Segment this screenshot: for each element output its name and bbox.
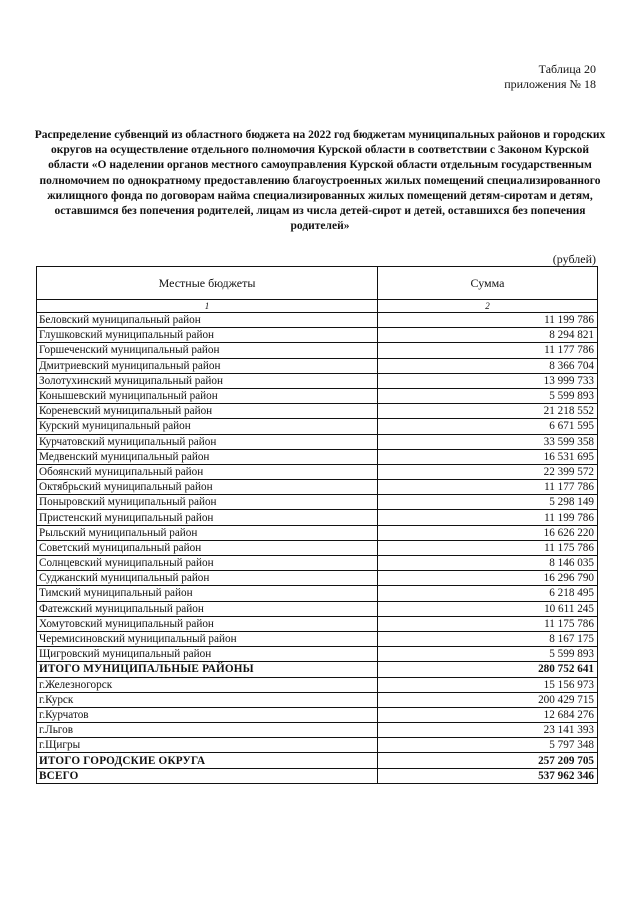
amount-cell: 5 797 348 bbox=[378, 738, 598, 753]
amount-cell: 11 199 786 bbox=[378, 313, 598, 328]
amount-cell: 10 611 245 bbox=[378, 601, 598, 616]
amount-cell: 33 599 358 bbox=[378, 434, 598, 449]
amount-cell: 16 531 695 bbox=[378, 449, 598, 464]
table-row bbox=[37, 510, 598, 525]
table-row bbox=[37, 738, 598, 753]
budget-name-cell: г.Льгов bbox=[37, 723, 378, 738]
column-index-row bbox=[37, 300, 598, 313]
table-row bbox=[37, 616, 598, 631]
budget-name-cell: ИТОГО ГОРОДСКИЕ ОКРУГА bbox=[37, 753, 378, 768]
table-row bbox=[37, 449, 598, 464]
amount-cell: 13 999 733 bbox=[378, 373, 598, 388]
amount-cell: 8 294 821 bbox=[378, 328, 598, 343]
table-row bbox=[37, 404, 598, 419]
amount-cell: 8 366 704 bbox=[378, 358, 598, 373]
table-row bbox=[37, 707, 598, 722]
budget-name-cell: г.Железногорск bbox=[37, 677, 378, 692]
budget-name-cell: Глушковский муниципальный район bbox=[37, 328, 378, 343]
table-row bbox=[37, 540, 598, 555]
table-total-row bbox=[37, 662, 598, 677]
amount-cell: 11 175 786 bbox=[378, 540, 598, 555]
table-row bbox=[37, 631, 598, 646]
amount-cell: 16 626 220 bbox=[378, 525, 598, 540]
amount-cell: 11 175 786 bbox=[378, 616, 598, 631]
table-row bbox=[37, 677, 598, 692]
table-total-row bbox=[37, 768, 598, 783]
amount-cell: 22 399 572 bbox=[378, 464, 598, 479]
column-header-amount: Сумма bbox=[378, 267, 598, 300]
table-label: Таблица 20 bbox=[538, 62, 596, 76]
budget-name-cell: г.Курчатов bbox=[37, 707, 378, 722]
table-total-row bbox=[37, 753, 598, 768]
table-row bbox=[37, 571, 598, 586]
budget-name-cell: Дмитриевский муниципальный район bbox=[37, 358, 378, 373]
budget-name-cell: г.Щигры bbox=[37, 738, 378, 753]
budget-name-cell: Горшеченский муниципальный район bbox=[37, 343, 378, 358]
table-row bbox=[37, 525, 598, 540]
budget-name-cell: ИТОГО МУНИЦИПАЛЬНЫЕ РАЙОНЫ bbox=[37, 662, 378, 677]
amount-cell: 5 599 893 bbox=[378, 647, 598, 662]
amount-cell: 537 962 346 bbox=[378, 768, 598, 783]
amount-cell: 15 156 973 bbox=[378, 677, 598, 692]
units-label: (рублей) bbox=[552, 252, 596, 266]
table-row bbox=[37, 434, 598, 449]
amount-cell: 12 684 276 bbox=[378, 707, 598, 722]
table-row bbox=[37, 388, 598, 403]
table-reference bbox=[396, 62, 596, 92]
budget-name-cell: Суджанский муниципальный район bbox=[37, 571, 378, 586]
table-row bbox=[37, 556, 598, 571]
column-index-1: 1 bbox=[37, 300, 378, 313]
table-row bbox=[37, 692, 598, 707]
budget-name-cell: г.Курск bbox=[37, 692, 378, 707]
budget-name-cell: Октябрьский муниципальный район bbox=[37, 480, 378, 495]
budget-name-cell: Медвенский муниципальный район bbox=[37, 449, 378, 464]
budget-name-cell: Черемисиновский муниципальный район bbox=[37, 631, 378, 646]
amount-cell: 5 599 893 bbox=[378, 388, 598, 403]
budget-name-cell: Рыльский муниципальный район bbox=[37, 525, 378, 540]
table-header-row bbox=[37, 267, 598, 300]
amount-cell: 21 218 552 bbox=[378, 404, 598, 419]
budget-name-cell: Поныровский муниципальный район bbox=[37, 495, 378, 510]
amount-cell: 16 296 790 bbox=[378, 571, 598, 586]
budget-name-cell: Щигровский муниципальный район bbox=[37, 647, 378, 662]
amount-cell: 11 199 786 bbox=[378, 510, 598, 525]
amount-cell: 257 209 705 bbox=[378, 753, 598, 768]
budget-name-cell: Солнцевский муниципальный район bbox=[37, 556, 378, 571]
amount-cell: 11 177 786 bbox=[378, 480, 598, 495]
budget-name-cell: ВСЕГО bbox=[37, 768, 378, 783]
budget-name-cell: Конышевский муниципальный район bbox=[37, 388, 378, 403]
subsidy-table bbox=[36, 266, 598, 784]
table-row bbox=[37, 601, 598, 616]
budget-name-cell: Тимский муниципальный район bbox=[37, 586, 378, 601]
budget-name-cell: Пристенский муниципальный район bbox=[37, 510, 378, 525]
budget-name-cell: Кореневский муниципальный район bbox=[37, 404, 378, 419]
budget-name-cell: Золотухинский муниципальный район bbox=[37, 373, 378, 388]
amount-cell: 6 671 595 bbox=[378, 419, 598, 434]
amount-cell: 8 146 035 bbox=[378, 556, 598, 571]
amount-cell: 280 752 641 bbox=[378, 662, 598, 677]
document-title: Распределение субвенций из областного бюджета на 2022 год бюджетам муниципальных районов и городских округов на осуществление отдельного полномочия Курской области в соответствии с Законом Курской области «О наделении органов местного самоуправления Курской области отдельным государственным полномочием по однократному предоставлению благоустроенных жилых помещений специализированного жилищного фонда по договорам найма специализированных жилых помещений детям-сиротам и детям, оставшимся без попечения родителей, лицам из числа детей-сирот и детей, оставшихся без попечения родителей» bbox=[34, 129, 606, 233]
table-row bbox=[37, 373, 598, 388]
table-row bbox=[37, 647, 598, 662]
table-row bbox=[37, 586, 598, 601]
table-row bbox=[37, 464, 598, 479]
column-header-budgets: Местные бюджеты bbox=[37, 267, 378, 300]
amount-cell: 8 167 175 bbox=[378, 631, 598, 646]
amount-cell: 6 218 495 bbox=[378, 586, 598, 601]
table-row bbox=[37, 313, 598, 328]
budget-name-cell: Беловский муниципальный район bbox=[37, 313, 378, 328]
budget-name-cell: Советский муниципальный район bbox=[37, 540, 378, 555]
amount-cell: 200 429 715 bbox=[378, 692, 598, 707]
amount-cell: 5 298 149 bbox=[378, 495, 598, 510]
column-index-2: 2 bbox=[378, 300, 598, 313]
table-row bbox=[37, 480, 598, 495]
table-row bbox=[37, 495, 598, 510]
table-row bbox=[37, 328, 598, 343]
table-row bbox=[37, 343, 598, 358]
table-row bbox=[37, 358, 598, 373]
budget-name-cell: Обоянский муниципальный район bbox=[37, 464, 378, 479]
table-row bbox=[37, 419, 598, 434]
budget-name-cell: Хомутовский муниципальный район bbox=[37, 616, 378, 631]
amount-cell: 11 177 786 bbox=[378, 343, 598, 358]
budget-name-cell: Курчатовский муниципальный район bbox=[37, 434, 378, 449]
budget-name-cell: Фатежский муниципальный район bbox=[37, 601, 378, 616]
appendix-label: приложения № 18 bbox=[504, 77, 596, 91]
table-row bbox=[37, 723, 598, 738]
budget-name-cell: Курский муниципальный район bbox=[37, 419, 378, 434]
amount-cell: 23 141 393 bbox=[378, 723, 598, 738]
